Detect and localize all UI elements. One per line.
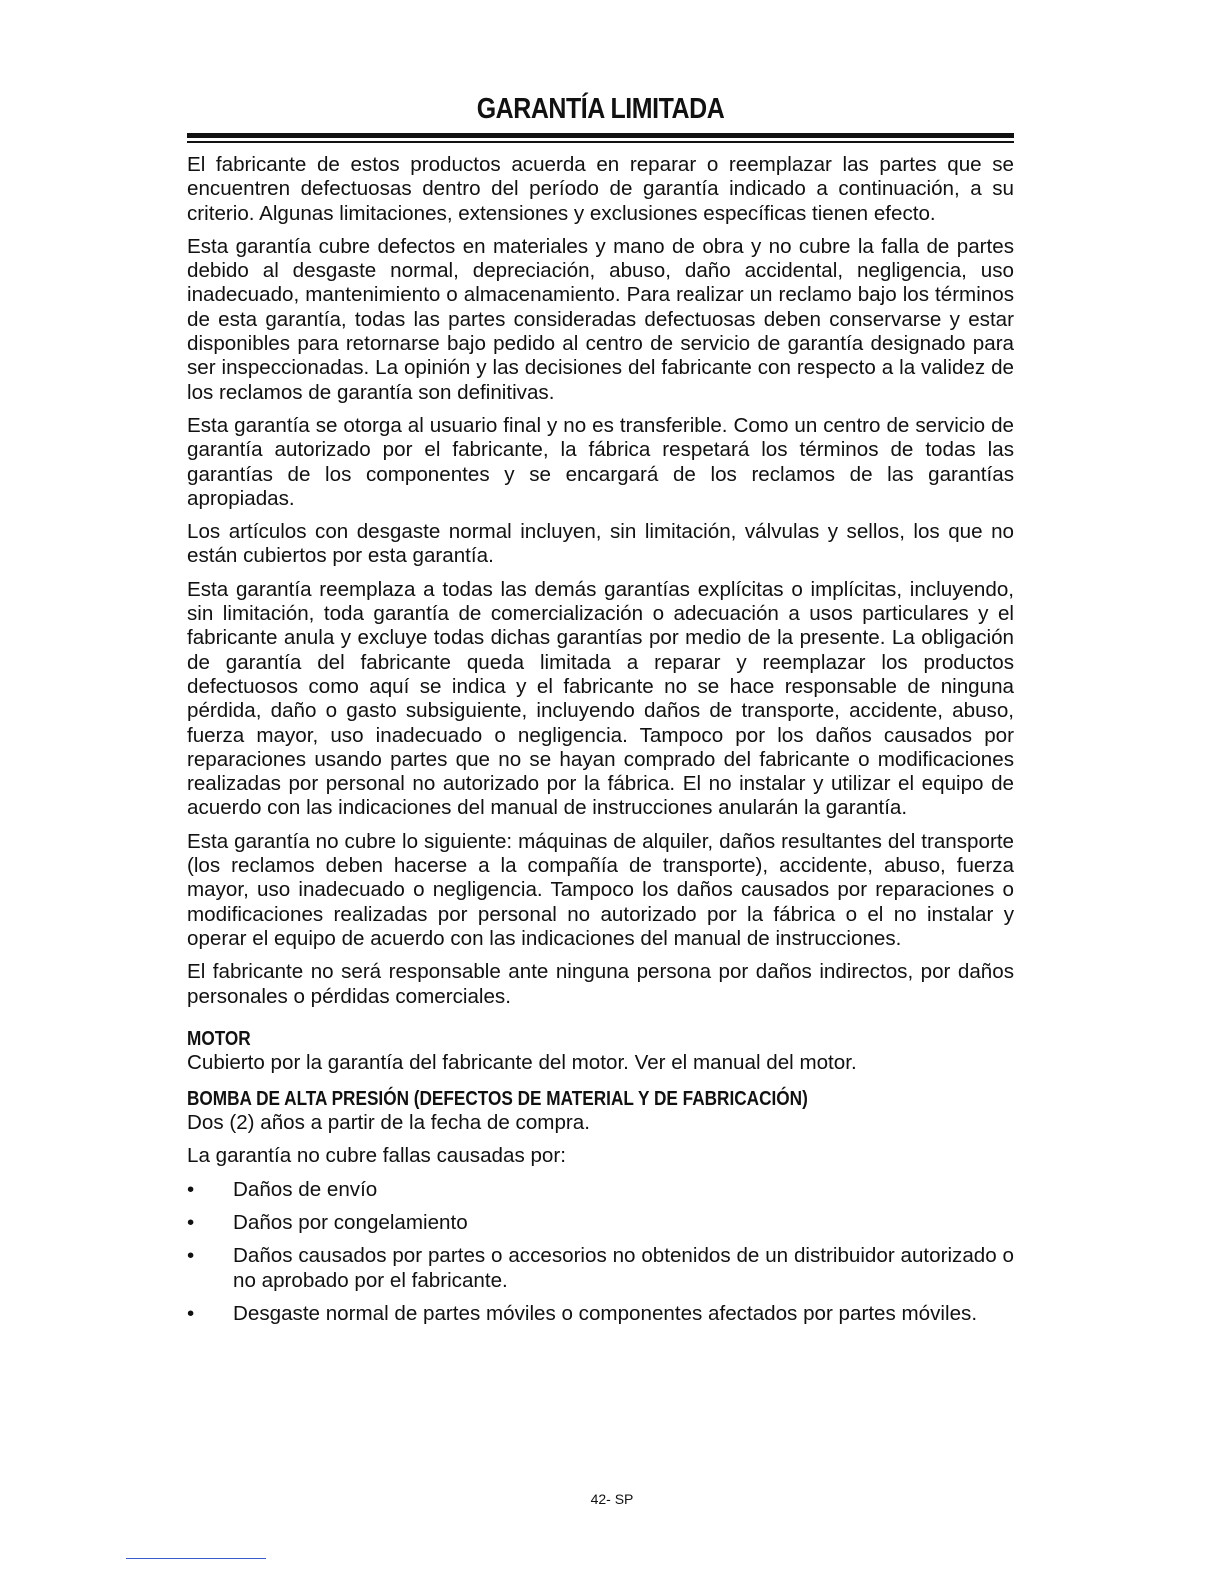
bullet-icon: • [187, 1244, 195, 1268]
pump-intro: La garantía no cubre fallas causadas por: [187, 1144, 566, 1168]
paragraph-wear-items: Los artículos con desgaste normal incluyen, sin limitación, válvulas y sellos, los que no están cubiertos por esta garantía. [187, 520, 1014, 568]
paragraph-coverage: Esta garantía cubre defectos en materiales y mano de obra y no cubre la falla de partes debido al desgaste normal, depreciación, abuso, daño accidental, negligencia, uso inadecuado, mantenimiento o almacenamiento. Para realizar un reclamo bajo los términos de esta garantía, todas las partes consideradas defectuosas deben conservarse y estar disponibles para retornarse bajo pedido al centro de servicio de garantía designado para ser inspeccionadas. La opinión y las decisiones del fabricante con respecto a la validez de los reclamos de garantía son definitivas. [187, 234, 1014, 404]
pump-period: Dos (2) años a partir de la fecha de compra. [187, 1111, 590, 1135]
list-item-text: Daños por congelamiento [233, 1210, 468, 1234]
list-item-text: Daños de envío [233, 1177, 378, 1201]
corner-divider [126, 1558, 266, 1559]
paragraph-exclusive-warranty: Esta garantía reemplaza a todas las demás garantías explícitas o implícitas, incluyendo, sin limitación, toda garantía de comercialización o adecuación a usos particulares y el fabricante anula y excluye todas dichas garantías por medio de la presente. La obligación de garantía del fabricante queda limitada a reparar y reemplazar los productos defectuosos como aquí se indica y el fabricante no se hace responsable de ninguna pérdida, daño o gasto subsiguiente, incluyendo daños de transporte, accidente, abuso, fuerza mayor, uso inadecuado o negligencia. Tampoco por los daños causados por reparaciones usando partes que no se hayan comprado del fabricante o modificaciones realizadas por personal no autorizado por la fábrica. El no instalar y utilizar el equipo de acuerdo con las indicaciones del manual de instrucciones anularán la garantía. [187, 577, 1014, 820]
bullet-icon: • [187, 1301, 195, 1325]
warranty-page [187, 88, 1014, 1335]
paragraph-liability: El fabricante no será responsable ante ninguna persona por daños indirectos, por daños personales o pérdidas comerciales. [187, 960, 1014, 1008]
page-number: 42- SP [590, 1491, 634, 1507]
list-item [187, 1302, 1014, 1326]
paragraph-not-covered: Esta garantía no cubre lo siguiente: máquinas de alquiler, daños resultantes del transporte (los reclamos deben hacerse a la compañía de transporte), accidente, abuso, fuerza mayor, uso inadecuado o negligencia. Tampoco los daños causados por reparaciones o modificaciones realizadas por personal no autorizado por la fábrica o el no instalar y operar el equipo de acuerdo con las indicaciones del manual de instrucciones. [187, 829, 1014, 950]
page-title: GARANTÍA LIMITADA [476, 93, 725, 125]
list-item [187, 1178, 1014, 1202]
bullet-icon: • [187, 1177, 195, 1201]
pump-heading: BOMBA DE ALTA PRESIÓN (DEFECTOS DE MATERIAL Y DE FABRICACIÓN) [187, 1088, 808, 1111]
title-rule-thin [187, 141, 1014, 143]
pump-exclusions-list [187, 1178, 1014, 1326]
title-rule-thick [187, 133, 1014, 138]
bullet-icon: • [187, 1210, 195, 1234]
list-item-text: Desgaste normal de partes móviles o componentes afectados por partes móviles. [233, 1301, 978, 1325]
motor-heading: MOTOR [187, 1027, 251, 1050]
paragraph-transfer: Esta garantía se otorga al usuario final y no es transferible. Como un centro de servicio de garantía autorizado por el fabricante, la fábrica respetará los términos de todas las garantías de los componentes y se encargará de los reclamos de las garantías apropiadas. [187, 413, 1014, 510]
list-item [187, 1244, 1014, 1293]
paragraph-intro: El fabricante de estos productos acuerda en reparar o reemplazar las partes que se encuentren defectuosas dentro del período de garantía indicado a continuación, a su criterio. Algunas limitaciones, extensiones y exclusiones específicas tienen efecto. [187, 153, 1014, 225]
list-item-text: Daños causados por partes o accesorios no obtenidos de un distribuidor autorizado o no aprobado por el fabricante. [233, 1244, 1014, 1292]
motor-text: Cubierto por la garantía del fabricante del motor. Ver el manual del motor. [187, 1050, 857, 1074]
list-item [187, 1211, 1014, 1235]
